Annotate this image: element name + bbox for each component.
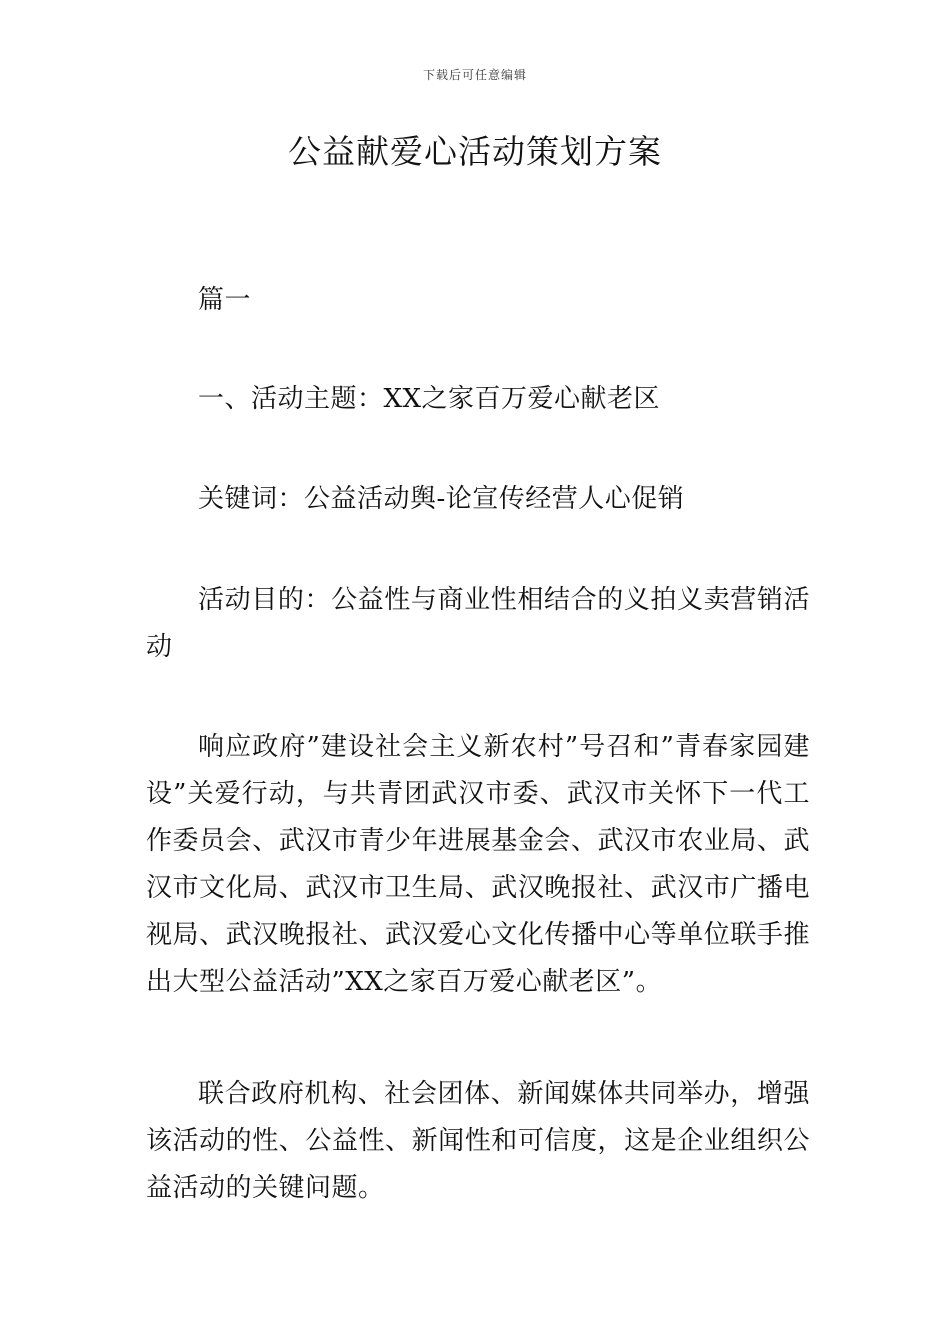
- header-note: 下载后可任意编辑: [422, 68, 527, 82]
- document-title: 公益献爱心活动策划方案: [288, 132, 662, 171]
- keywords-paragraph: 关键词：公益活动舆-论宣传经营人心促销: [198, 484, 685, 514]
- body-paragraph-joint-organizers: 联合政府机构、社会团体、新闻媒体共同举办，增强该活动的性、公益性、新闻性和可信度，这是企业组织公益活动的关键问题。: [146, 1079, 810, 1203]
- section-label: 篇一: [198, 285, 252, 315]
- activity-theme-paragraph: 一、活动主题：XX之家百万爱心献老区: [198, 384, 661, 414]
- body-paragraph-response: 响应政府”建设社会主义新农村”号召和”青春家园建设”关爱行动，与共青团武汉市委、武汉市关怀下一代工作委员会、武汉市青少年进展基金会、武汉市农业局、武汉市文化局、武汉市卫生局、武汉晚报社、武汉市广播电视局、武汉晚报社、武汉爱心文化传播中心等单位联手推出大型公益活动”XX之家百万爱心献老区”。: [146, 732, 810, 997]
- activity-purpose-paragraph: 活动目的：公益性与商业性相结合的义拍义卖营销活动: [146, 585, 810, 662]
